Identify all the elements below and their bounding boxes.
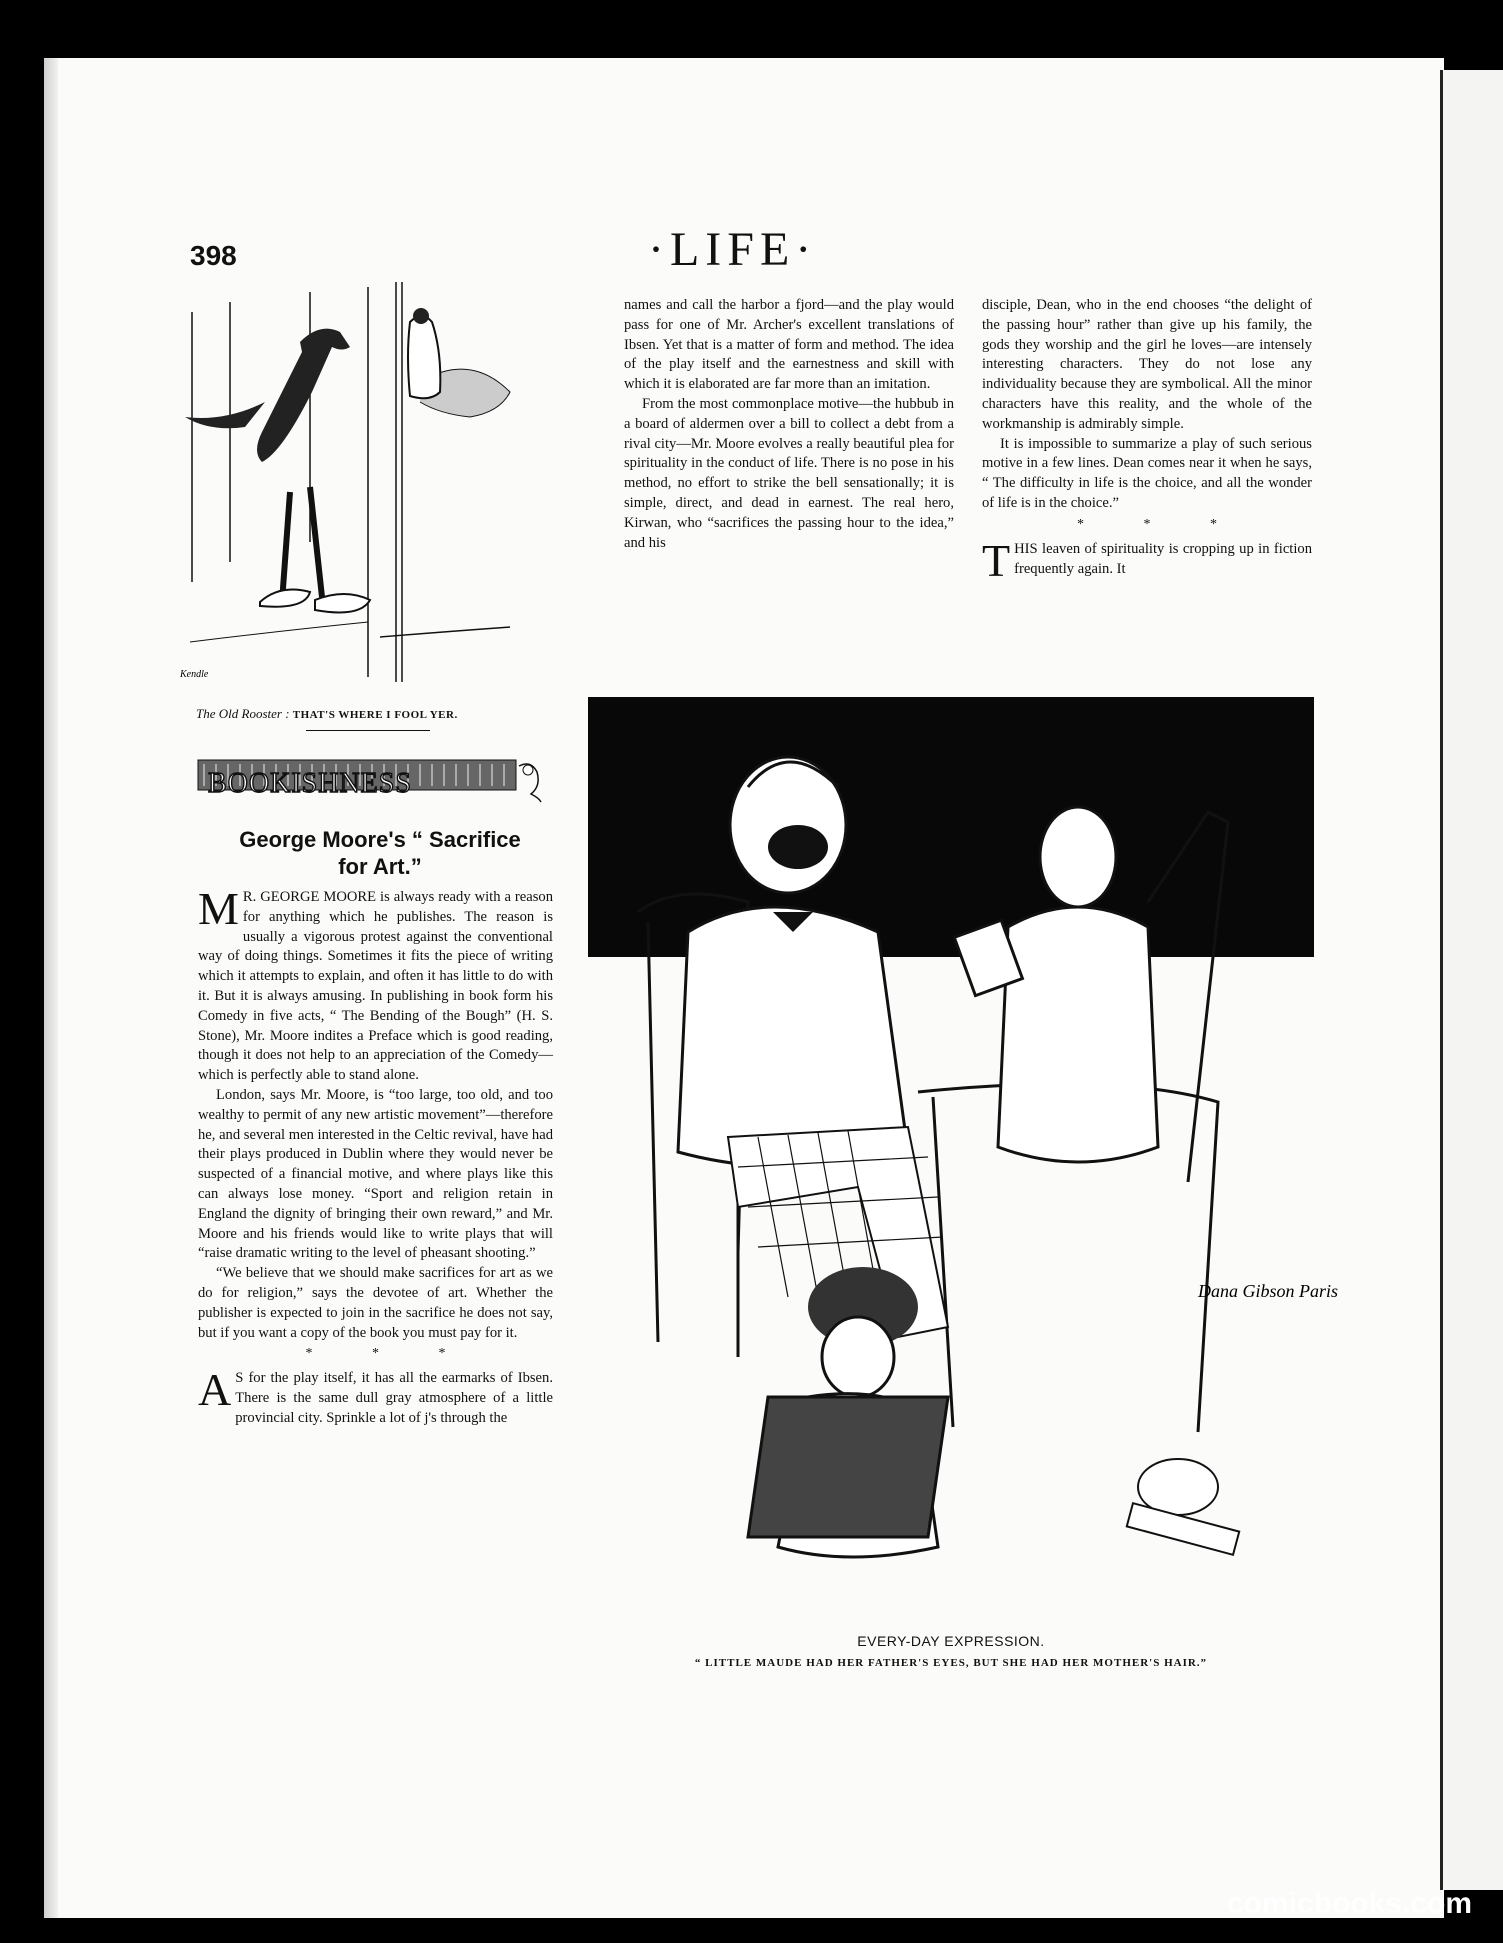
right-column bbox=[982, 296, 1312, 586]
watermark-text: comicbooks.com bbox=[1226, 1887, 1472, 1920]
paragraph-summarize: It is impossible to summarize a play of such serious motive in a few lines. Dean comes near it when he says, “ The difficulty in life is the choice, and all the wonder of life is in the choice.” bbox=[982, 435, 1312, 511]
rooster-caption-speaker: The Old Rooster : bbox=[196, 706, 290, 721]
left-column bbox=[198, 883, 553, 1429]
bookishness-banner-text: BOOKISHNESS bbox=[208, 768, 412, 799]
article-title-line-1: George Moore's “ Sacrifice bbox=[239, 827, 521, 852]
page-spine-shadow bbox=[44, 58, 58, 1918]
right-section-stars: * * * bbox=[1077, 516, 1245, 532]
dropcap-a: A bbox=[198, 1364, 232, 1416]
family-cartoon-title: EVERY-DAY EXPRESSION. bbox=[857, 1633, 1045, 1649]
rooster-figure bbox=[257, 329, 350, 462]
paragraph-ibsen: A S for the play itself, it has all the earmarks of Ibsen. There is the same dull gray atmosphere of a little provincial city. Sprinkle a lot of j's through the bbox=[198, 1364, 553, 1426]
paragraph-intro: M R. GEORGE MOORE is always ready with a reason for anything which he publishes. The reason is usually a vigorous protest against the conventional way of doing things. Sometimes it fits the piece of writing which it attempts to explain, and often it has little to do with it. But it is always amusing. In publishing in book form his Comedy in five acts, “ The Bending of the Bough” (H. S. Stone), Mr. Moore indites a Preface which is good reading, though it does not help to an appreciation of the Comedy—which is perfectly able to stand alone. bbox=[198, 883, 553, 1084]
masthead-title: ·LIFE· bbox=[648, 223, 818, 276]
article-title-line-2: for Art.” bbox=[338, 854, 422, 879]
paragraph-fjord: names and call the harbor a fjord—and the play would pass for one of Mr. Archer's excellent translations of Ibsen. Yet that is a matter of form and method. The idea of the play itself and the earnestness and skill with which it is elaborated are far more than an imitation. bbox=[624, 297, 954, 393]
rooster-caption bbox=[196, 706, 458, 722]
paragraph-sacrifice: “We believe that we should make sacrifices for art as we do for religion,” says the devotee of art. Whether the publisher is expected to join in the sacrifice he does not say, but if you want a copy of the book you must pay for it. bbox=[198, 1265, 553, 1341]
family-cartoon-quote: “ LITTLE MAUDE HAD HER FATHER'S EYES, BUT SHE HAD HER MOTHER'S HAIR.” bbox=[694, 1657, 1208, 1669]
rooster-cartoon-illustration bbox=[170, 282, 570, 692]
paragraph-disciple: disciple, Dean, who in the end chooses “the delight of the passing hour” rather than give up his family, the gods they worship and the girl he loves—are intensely interesting characters. They do not lose any individuality because they are symbolical. All the minor characters have this reality, and the whole of the workmanship is admirably simple. bbox=[982, 297, 1312, 432]
section-stars: * * * bbox=[305, 1346, 474, 1362]
paragraph-motive: From the most commonplace motive—the hubbub in a board of aldermen over a bill to collect a debt from a rival city—Mr. Moore evolves a really beautiful plea for spirituality in the conduct of life. There is no pose in his method, no effort to strike the bell sensationally; it is simple, direct, and dead in earnest. The real hero, Kirwan, who “sacrifices the passing hour to the idea,” and his bbox=[624, 395, 954, 551]
paragraph-spirituality: THIS leaven of spirituality is cropping up in fiction frequently again. It bbox=[982, 534, 1312, 586]
paragraph-london: London, says Mr. Moore, is “too large, too old, and too wealthy to permit of any new artistic movement”—therefore he, and several men interested in the Celtic revival, have had their plays produced in Dublin where they would never be suspected of a financial motive, and where plays like this can always lose money. “Sport and religion retain in England the dignity of bringing their own reward,” and Mr. Moore and his friends would like to write plays that will “raise dramatic writing to the level of pheasant shooting.” bbox=[198, 1086, 553, 1262]
bookishness-banner bbox=[194, 756, 554, 802]
family-cartoon-illustration bbox=[588, 697, 1339, 1607]
family-signature: Dana Gibson Paris bbox=[1198, 1281, 1339, 1301]
farmer-figure bbox=[408, 316, 440, 398]
middle-column bbox=[624, 296, 954, 553]
rooster-caption-line: THAT'S WHERE I FOOL YER. bbox=[292, 709, 458, 721]
caption-divider bbox=[306, 730, 430, 731]
toy-lamb bbox=[1127, 1459, 1239, 1555]
dropcap-t: T bbox=[982, 534, 1011, 586]
article-title bbox=[200, 826, 560, 880]
rooster-signature: Kendle bbox=[180, 669, 209, 680]
dropcap-m: M bbox=[198, 883, 239, 934]
page-number: 398 bbox=[190, 240, 237, 271]
adjacent-page-edge bbox=[1440, 70, 1503, 1890]
